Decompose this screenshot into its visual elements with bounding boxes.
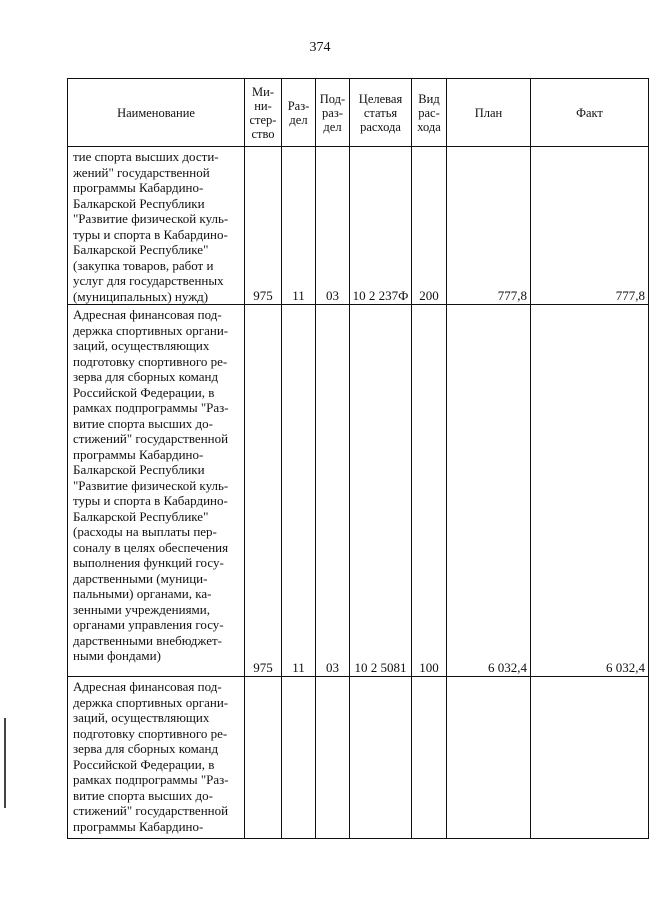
- budget-table: [67, 78, 649, 839]
- header-row: [68, 79, 649, 147]
- header-name: Наименование: [68, 79, 245, 147]
- row-name: Адресная финансовая под- держка спортивных органи- заций, осуществляющих подготовку спортивного ре- зерва для сборных команд Российской Федерации, в рамках подпрограммы "Раз- витие спорта высших до- стижений" государственной программы Кабардино-: [68, 677, 245, 839]
- row-target: 10 2 237Ф: [350, 147, 412, 305]
- row-section: 11: [282, 305, 316, 677]
- table-row: [68, 147, 649, 305]
- header-section: Раз- дел: [282, 79, 316, 147]
- row-expense-type: 200: [412, 147, 447, 305]
- row-fact: 777,8: [531, 147, 649, 305]
- row-name: тие спорта высших дости- жений" государственной программы Кабардино- Балкарской Республики "Развитие физической куль- туры и спорта в Кабардино- Балкарской Республике" (закупка товаров, работ и услуг для государственных (муниципальных) нужд): [68, 147, 245, 305]
- row-target: [350, 677, 412, 839]
- header-ministry: Ми- ни- стер- ство: [245, 79, 282, 147]
- row-ministry: 975: [245, 147, 282, 305]
- row-plan: [447, 677, 531, 839]
- row-subsection: 03: [316, 147, 350, 305]
- row-ministry: 975: [245, 305, 282, 677]
- row-expense-type: 100: [412, 305, 447, 677]
- row-section: 11: [282, 147, 316, 305]
- table-row: [68, 305, 649, 677]
- header-target: Целевая статья расхода: [350, 79, 412, 147]
- row-subsection: 03: [316, 305, 350, 677]
- row-subsection: [316, 677, 350, 839]
- row-fact: [531, 677, 649, 839]
- row-name: Адресная финансовая под- держка спортивных органи- заций, осуществляющих подготовку спортивного ре- зерва для сборных команд Российской Федерации, в рамках подпрограммы "Раз- витие спорта высших до- стижений" государственной программы Кабардино- Балкарской Республики "Развитие физической куль- туры и спорта в Кабардино- Балкарской Республике" (расходы на выплаты пер- соналу в целях обеспечения выполнения функций госу- дарственными (муници- пальными) органами, ка- зенными учреждениями, органами управления госу- дарственными внебюджет- ными фондами): [68, 305, 245, 677]
- row-section: [282, 677, 316, 839]
- header-plan: План: [447, 79, 531, 147]
- header-subsection: Под- раз- дел: [316, 79, 350, 147]
- header-expense-type: Вид рас- хода: [412, 79, 447, 147]
- scan-edge-mark: [4, 718, 6, 808]
- table-row: [68, 677, 649, 839]
- row-plan: 777,8: [447, 147, 531, 305]
- row-expense-type: [412, 677, 447, 839]
- header-fact: Факт: [531, 79, 649, 147]
- row-target: 10 2 5081: [350, 305, 412, 677]
- page-number: 374: [309, 40, 331, 55]
- row-fact: 6 032,4: [531, 305, 649, 677]
- row-ministry: [245, 677, 282, 839]
- row-plan: 6 032,4: [447, 305, 531, 677]
